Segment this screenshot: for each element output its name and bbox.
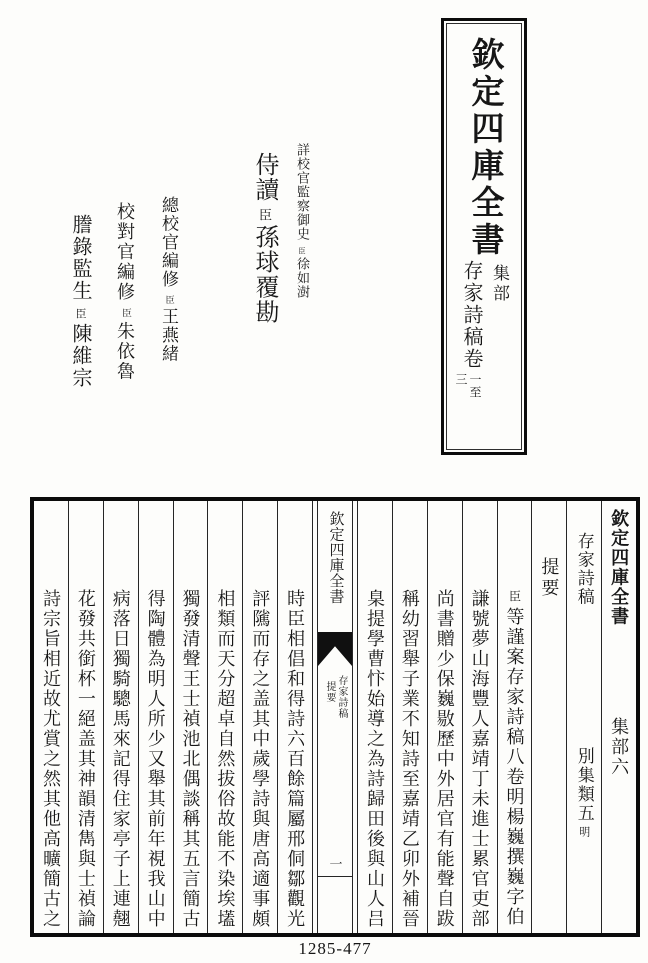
text-column [277,501,312,933]
official-role: 詳校官監察御史 [295,143,310,241]
official-honorific: 臣 [257,208,272,223]
text-column-content: 得陶體為明人所少又舉其前年視我山中 [145,589,166,929]
official-name: 朱依魯 [115,321,135,382]
text-column [462,501,497,933]
official-role: 謄錄監生 [69,214,91,302]
official-honorific: 臣 [120,308,131,320]
text-column-content: 病落日獨騎驄馬來記得住家亭子上連翹 [110,589,131,929]
text-column [207,501,242,933]
text-column-content: 評隲而存之盖其中歲學詩與唐高適事頗 [250,589,271,929]
text-column-content: 尚書贈少保巍敭歷中外居官有能聲自跋 [434,589,455,929]
main-title: 欽定四庫全書 [466,37,503,259]
text-column-content: 花發共銜杯一絕盖其神韻清雋與士禎論 [75,589,96,929]
official-honorific: 臣 [74,308,86,321]
column-book-title [566,501,601,933]
text-column-content: 詩宗旨相近故尤賞之然其他高曠簡古之 [40,589,61,929]
official-column-transcriber [70,214,90,389]
official-name: 徐如澍 [295,257,310,300]
text-column [138,501,173,933]
official-column-reader [252,152,276,324]
column-section-heading [531,501,566,933]
book-category-text: 別集類五 [574,747,594,823]
official-column-collator [116,202,134,382]
volume-range-right: 一至 [468,373,482,399]
official-honorific: 臣 [298,247,306,256]
banxin-column [312,501,357,933]
column-grid [34,501,636,933]
text-column [242,501,277,933]
text-column [392,501,427,933]
volume-range-note [455,373,481,399]
text-column-content: 時臣相倡和得詩六百餘篇屬邢侗鄒觀光 [285,589,306,929]
text-column [357,501,392,933]
text-column-content: 稱幼習舉子業不知詩至嘉靖乙卯外補晉 [399,589,420,929]
column-text: 等謹案存家詩稿八卷明楊巍撰巍字伯 [504,607,525,927]
banxin-title: 欽定四庫全書 [327,511,344,604]
banxin-section: 提要 [324,681,335,703]
text-column-content [505,589,523,927]
banxin-book-title: 存家詩稿 [336,675,347,719]
official-column-chief-collator [160,196,177,363]
text-column-content: 謙號夢山海豐人嘉靖丁未進士累官吏部 [469,589,490,929]
title-box-inner-frame [446,23,522,450]
text-column [497,501,532,933]
banxin-divider-line [318,876,352,877]
category-label: 集部 [490,264,509,304]
banxin-book-section [318,675,352,719]
official-column-proofreader [296,143,309,299]
official-name: 陳維宗 [69,323,91,389]
official-name: 王燕緒 [159,307,178,363]
column-header [601,501,636,933]
official-honorific: 臣 [163,294,173,306]
official-role: 總校官編修 [159,196,178,289]
page-header-section: 集部六 [609,717,630,777]
text-column [34,501,68,933]
official-role: 侍讀 [251,152,277,202]
text-column [68,501,103,933]
text-column [173,501,208,933]
volume-range-left: 三 [454,373,468,386]
text-column-content: 獨發清聲王士禎池北偶談稱其五言簡古 [180,589,201,929]
plate-page-number: 1285-477 [298,939,372,958]
dynasty-label: 明 [577,826,590,839]
book-category [576,747,593,839]
text-column-content: 相類而天分超卓自然拔俗故能不染埃壒 [215,589,236,929]
text-column [427,501,462,933]
main-page [30,497,640,937]
text-column-content: 臬提學曹忭始導之為詩歸田後與山人吕 [364,589,385,929]
subject-honorific: 臣 [507,590,522,604]
section-heading: 提要 [539,557,560,599]
volume-title [455,260,481,399]
book-title: 存家詩稿 [574,532,594,606]
official-role: 校對官編修 [115,202,135,302]
volume-title-text: 存家詩稿卷 [460,260,482,370]
title-box [441,18,527,455]
banxin-folio-number: 一 [327,857,343,870]
text-column [103,501,138,933]
page-header-title: 欽定四庫全書 [609,509,630,626]
official-name: 孫球覆勘 [251,224,277,325]
